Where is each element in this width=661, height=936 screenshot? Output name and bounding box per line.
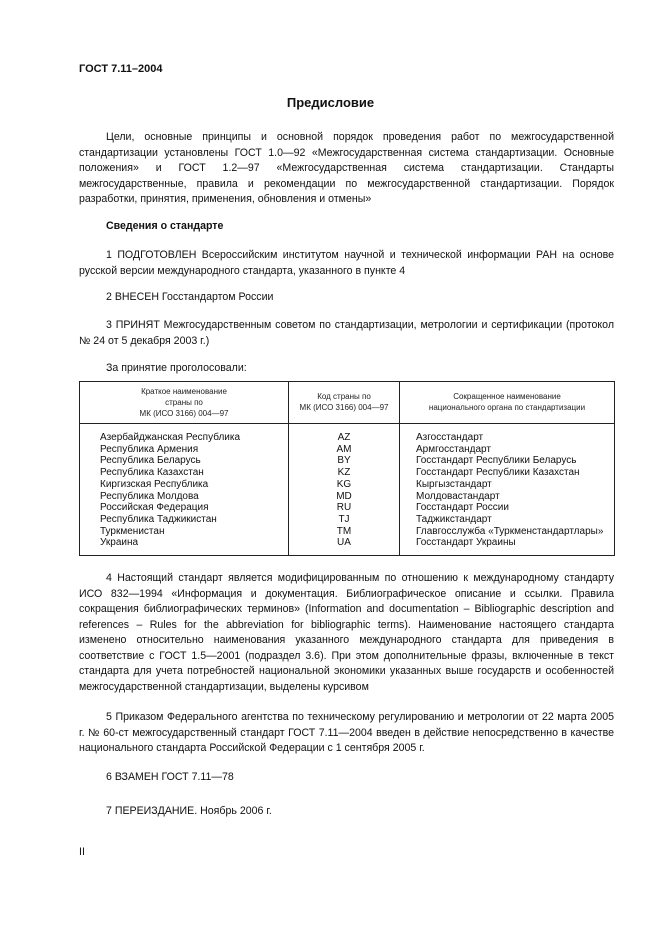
page-number: II: [79, 846, 85, 858]
table-row: Республика Таджикистан TJ Таджикстандарт: [80, 514, 615, 526]
item-1-text: 1 ПОДГОТОВЛЕН Всероссийским институтом научной и технической информации РАН на основе русской версии международного стандарта, указанного в пункте 4: [79, 249, 614, 277]
table-row: Украина UA Госстандарт Украины: [80, 537, 615, 555]
item-3-text: 3 ПРИНЯТ Межгосударственным советом по стандартизации, метрологии и сертификации (протокол № 24 от 5 декабря 2003 г.): [79, 319, 614, 347]
item-3: [79, 318, 614, 349]
page-title: Предисловие: [286, 95, 375, 110]
item-6-text: 6 ВЗАМЕН ГОСТ 7.11—78: [106, 771, 234, 783]
table-row: Киргизская Республика KG Кыргызстандарт: [80, 479, 615, 491]
item-4: [79, 571, 614, 695]
table-row: Республика Армения AM Армгосстандарт: [80, 444, 615, 456]
table-row: Республика Беларусь BY Госстандарт Республики Беларусь: [80, 455, 615, 467]
item-1: [79, 248, 614, 279]
item-2-text: 2 ВНЕСЕН Госстандартом России: [106, 291, 274, 303]
item-2: [79, 290, 614, 306]
item-4-text: 4 Настоящий стандарт является модифицированным по отношению к международному стандарту ИСО 832—1994 «Информация и документация. Библиографическое описание и ссылки. Правила сокращения библиографических терминов» (Information and documentation – Bibliographic description and references – Rules for the abbreviation for bibliographic terms). Наименование настоящего стандарта изменено относительно наименования указанного международного стандарта для приведения в соответствие с ГОСТ 1.5—2001 (подраздел 3.6). При этом дополнительные фразы, включенные в текст стандарта для учета потребностей национальной экономики указанных выше государств и особенностей межгосударственной стандартизации, выделены курсивом: [79, 572, 614, 693]
intro-paragraph: [79, 130, 614, 208]
voting-table: [79, 381, 615, 556]
col-header-code: Код страны по МК (ИСО 3166) 004—97: [289, 382, 400, 424]
item-5: [79, 710, 614, 757]
table-row: Туркменистан TM Главгосслужба «Туркменстандартлары»: [80, 526, 615, 538]
table-header-row: [80, 382, 615, 424]
col-header-body: Сокращенное наименование национального органа по стандартизации: [400, 382, 615, 424]
vote-intro: [79, 361, 614, 377]
item-5-text: 5 Приказом Федерального агентства по техническому регулированию и метрологии от 22 марта 2005 г. № 60-ст межгосударственный стандарт ГОСТ 7.11—2004 введен в действие непосредственно в качестве национального стандарта Российской Федерации с 1 сентября 2005 г.: [79, 711, 614, 754]
table-row: Республика Казахстан KZ Госстандарт Республики Казахстан: [80, 467, 615, 479]
table-row: Азербайджанская Республика AZ Азгосстандарт: [80, 424, 615, 444]
item-7-text: 7 ПЕРЕИЗДАНИЕ. Ноябрь 2006 г.: [106, 805, 272, 817]
document-header: ГОСТ 7.11–2004: [79, 63, 163, 75]
item-7: [79, 804, 614, 820]
table-row: Российская Федерация RU Госстандарт России: [80, 502, 615, 514]
col-header-country: Краткое наименование страны по МК (ИСО 3166) 004—97: [80, 382, 289, 424]
item-6: [79, 770, 614, 786]
vote-intro-text: За принятие проголосовали:: [106, 362, 247, 374]
section-title: Сведения о стандарте: [106, 220, 224, 232]
table-row: Республика Молдова MD Молдовастандарт: [80, 491, 615, 503]
intro-text: Цели, основные принципы и основной порядок проведения работ по межгосударственной стандартизации установлены ГОСТ 1.0—92 «Межгосударственная система стандартизации. Основные положения» и ГОСТ 1.2—97 «Межгосударственная система стандартизации. Стандарты межгосударственные, правила и рекомендации по межгосударственной стандартизации. Порядок разработки, принятия, применения, обновления и отмены»: [79, 131, 614, 205]
